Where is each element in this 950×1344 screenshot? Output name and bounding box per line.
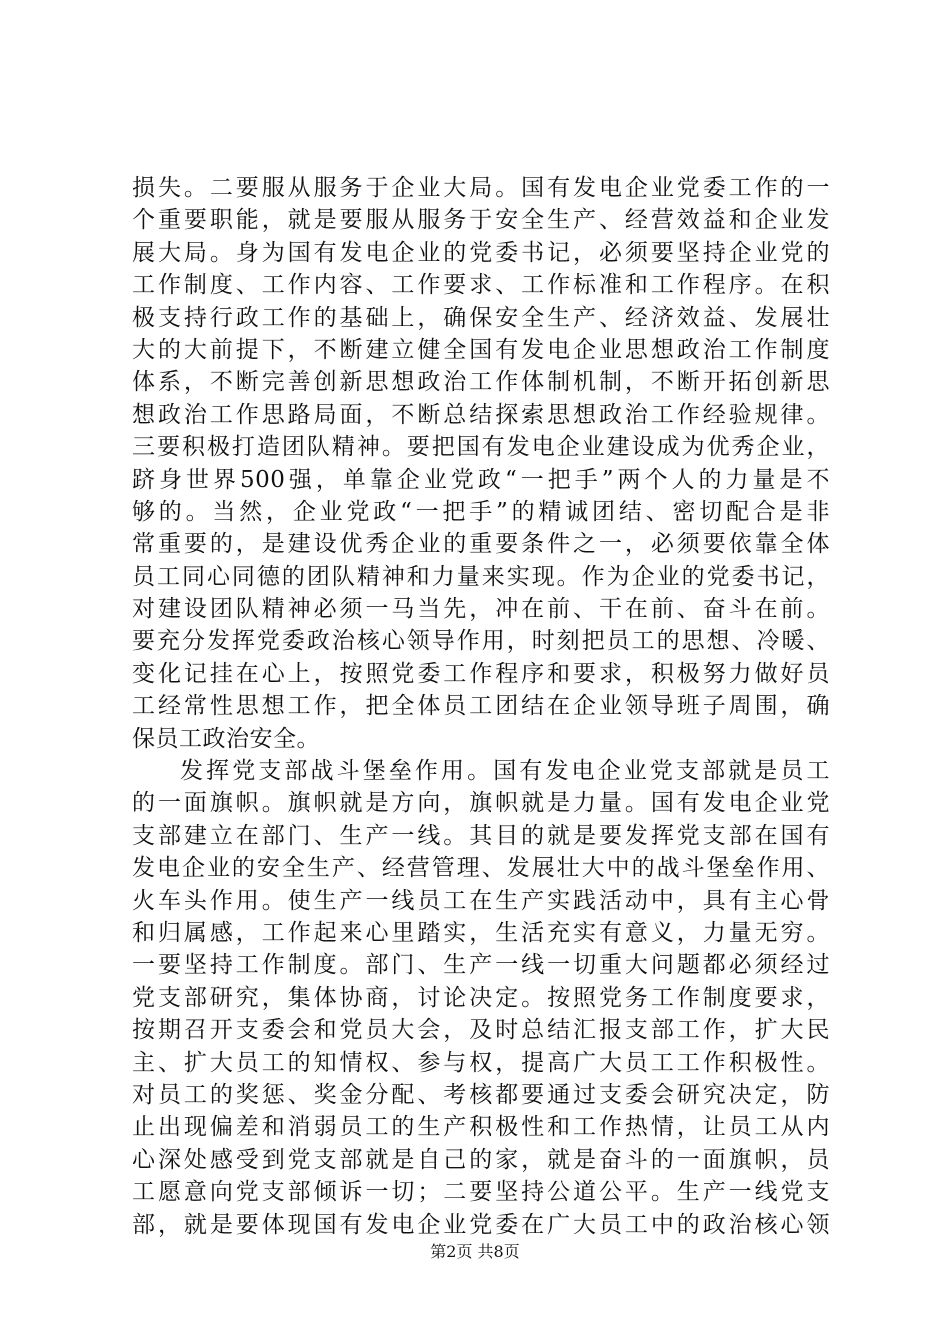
- text-line: 要充分发挥党委政治核心领导作用，时刻把员工的思想、冷暖、: [132, 628, 830, 655]
- text-line: 展大局。身为国有发电企业的党委书记，必须要坚持企业党的: [132, 239, 830, 266]
- text-line: 大的大前提下，不断建立健全国有发电企业思想政治工作制度: [132, 336, 830, 363]
- text-line: 和归属感，工作起来心里踏实，生活充实有意义，力量无穷。: [132, 919, 830, 946]
- paragraph: [132, 172, 830, 755]
- text-line: 一要坚持工作制度。部门、生产一线一切重大问题都必须经过: [132, 952, 830, 979]
- text-line: 工经常性思想工作，把全体员工团结在企业领导班子周围，确: [132, 693, 830, 720]
- text-line: 工愿意向党支部倾诉一切；二要坚持公道公平。生产一线党支: [132, 1179, 830, 1206]
- text-line: 损失。二要服从服务于企业大局。国有发电企业党委工作的一: [132, 175, 830, 201]
- text-line: 够的。当然，企业党政“一把手”的精诚团结、密切配合是非: [132, 498, 830, 525]
- text-line: 心深处感受到党支部就是自己的家，就是奋斗的一面旗帜，员: [132, 1146, 830, 1173]
- paragraph: [132, 755, 830, 1241]
- text-line: 跻身世界500强，单靠企业党政“一把手”两个人的力量是不: [132, 466, 830, 493]
- text-line: 变化记挂在心上，按照党委工作程序和要求，积极努力做好员: [132, 660, 830, 687]
- text-line: 按期召开支委会和党员大会，及时总结汇报支部工作，扩大民: [132, 1017, 830, 1044]
- text-line: 止出现偏差和消弱员工的生产积极性和工作热情，让员工从内: [132, 1114, 830, 1141]
- text-line: 部，就是要体现国有发电企业党委在广大员工中的政治核心领: [132, 1211, 830, 1238]
- text-line: 极支持行政工作的基础上，确保安全生产、经济效益、发展壮: [132, 304, 830, 331]
- text-line: 三要积极打造团队精神。要把国有发电企业建设成为优秀企业，: [132, 434, 830, 461]
- text-line: 党支部研究，集体协商，讨论决定。按照党务工作制度要求，: [132, 984, 830, 1011]
- text-line: 保员工政治安全。: [132, 725, 320, 752]
- text-line: 火车头作用。使生产一线员工在生产实践活动中，具有主心骨: [132, 887, 830, 914]
- text-line: 体系，不断完善创新思想政治工作体制机制，不断开拓创新思: [132, 369, 830, 396]
- page-footer: 第2页 共8页: [430, 1242, 520, 1261]
- body-text: [132, 172, 830, 1241]
- text-line: 发电企业的安全生产、经营管理、发展壮大中的战斗堡垒作用、: [132, 855, 830, 882]
- text-line: 员工同心同德的团队精神和力量来实现。作为企业的党委书记，: [132, 563, 830, 590]
- text-line: 支部建立在部门、生产一线。其目的就是要发挥党支部在国有: [132, 822, 830, 849]
- text-line: 想政治工作思路局面，不断总结探索思想政治工作经验规律。: [132, 401, 830, 428]
- text-line: 常重要的，是建设优秀企业的重要条件之一，必须要依靠全体: [132, 531, 830, 558]
- text-line: 主、扩大员工的知情权、参与权，提高广大员工工作积极性。: [132, 1049, 830, 1076]
- text-line: 对员工的奖惩、奖金分配、考核都要通过支委会研究决定，防: [132, 1081, 830, 1108]
- text-line: 发挥党支部战斗堡垒作用。国有发电企业党支部就是员工: [180, 758, 830, 785]
- text-line: 个重要职能，就是要服从服务于安全生产、经营效益和企业发: [132, 207, 830, 234]
- text-line: 工作制度、工作内容、工作要求、工作标准和工作程序。在积: [132, 272, 830, 299]
- text-line: 的一面旗帜。旗帜就是方向，旗帜就是力量。国有发电企业党: [132, 790, 830, 817]
- text-line: 对建设团队精神必须一马当先，冲在前、干在前、奋斗在前。: [132, 596, 830, 623]
